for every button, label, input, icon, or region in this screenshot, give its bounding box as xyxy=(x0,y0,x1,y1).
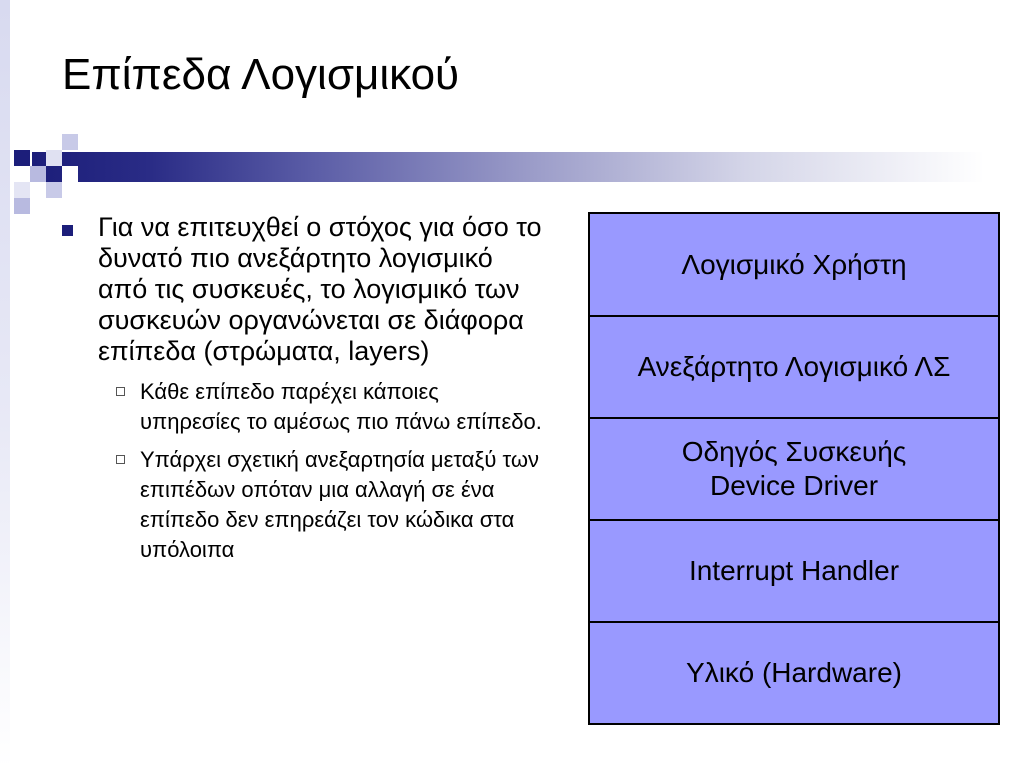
hollow-square-bullet-icon xyxy=(116,455,125,464)
layer-device-driver xyxy=(590,417,998,519)
sub-bullet-text: Κάθε επίπεδο παρέχει κάποιες υπηρεσίες το αμέσως πιο πάνω επίπεδο. xyxy=(140,379,542,434)
layer-os-independent-software xyxy=(590,315,998,417)
layer-interrupt-handler xyxy=(590,519,998,621)
sub-bullet xyxy=(116,377,542,437)
main-bullet-text: Για να επιτευχθεί ο στόχος για όσο το δυνατό πιο ανεξάρτητο λογισμικό από τις συσκευές, το λογισμικό των συσκευών οργανώνεται σε διάφορα επίπεδα (στρώματα, layers) xyxy=(98,212,542,366)
decorative-square xyxy=(62,166,78,182)
decorative-square xyxy=(46,182,62,198)
layer-user-software xyxy=(590,214,998,315)
main-bullet xyxy=(62,212,542,367)
layer-label: Ανεξάρτητο Λογισμικό ΛΣ xyxy=(637,351,951,382)
sub-bullet-text: Υπάρχει σχετική ανεξαρτησία μεταξύ των επιπέδων οπόταν μια αλλαγή σε ένα επίπεδο δεν επηρεάζει τον κώδικα στα υπόλοιπα xyxy=(140,447,540,562)
decorative-square xyxy=(14,182,30,198)
layer-label: Λογισμικό Χρήστη xyxy=(681,248,907,280)
bullet-list xyxy=(62,212,542,573)
decorative-square xyxy=(62,134,78,150)
sub-bullet xyxy=(116,445,542,565)
hollow-square-bullet-icon xyxy=(116,387,125,396)
decorative-square xyxy=(14,150,30,166)
layer-hardware xyxy=(590,621,998,723)
slide-title: Επίπεδα Λογισμικού xyxy=(62,50,460,99)
square-bullet-icon xyxy=(62,225,73,236)
decorative-square xyxy=(46,150,62,166)
title-gradient-bar xyxy=(32,152,1024,182)
sub-bullet-list xyxy=(116,377,542,565)
software-layers-diagram xyxy=(588,212,1000,725)
layer-label: Υλικό (Hardware) xyxy=(686,657,902,688)
layer-label: Interrupt Handler xyxy=(688,555,900,586)
decorative-square xyxy=(30,166,46,182)
left-decorative-strip xyxy=(0,0,10,768)
layer-label-secondary: Device Driver xyxy=(709,470,879,501)
decorative-square xyxy=(14,198,30,214)
layer-label: Οδηγός Συσκευής xyxy=(681,436,907,467)
